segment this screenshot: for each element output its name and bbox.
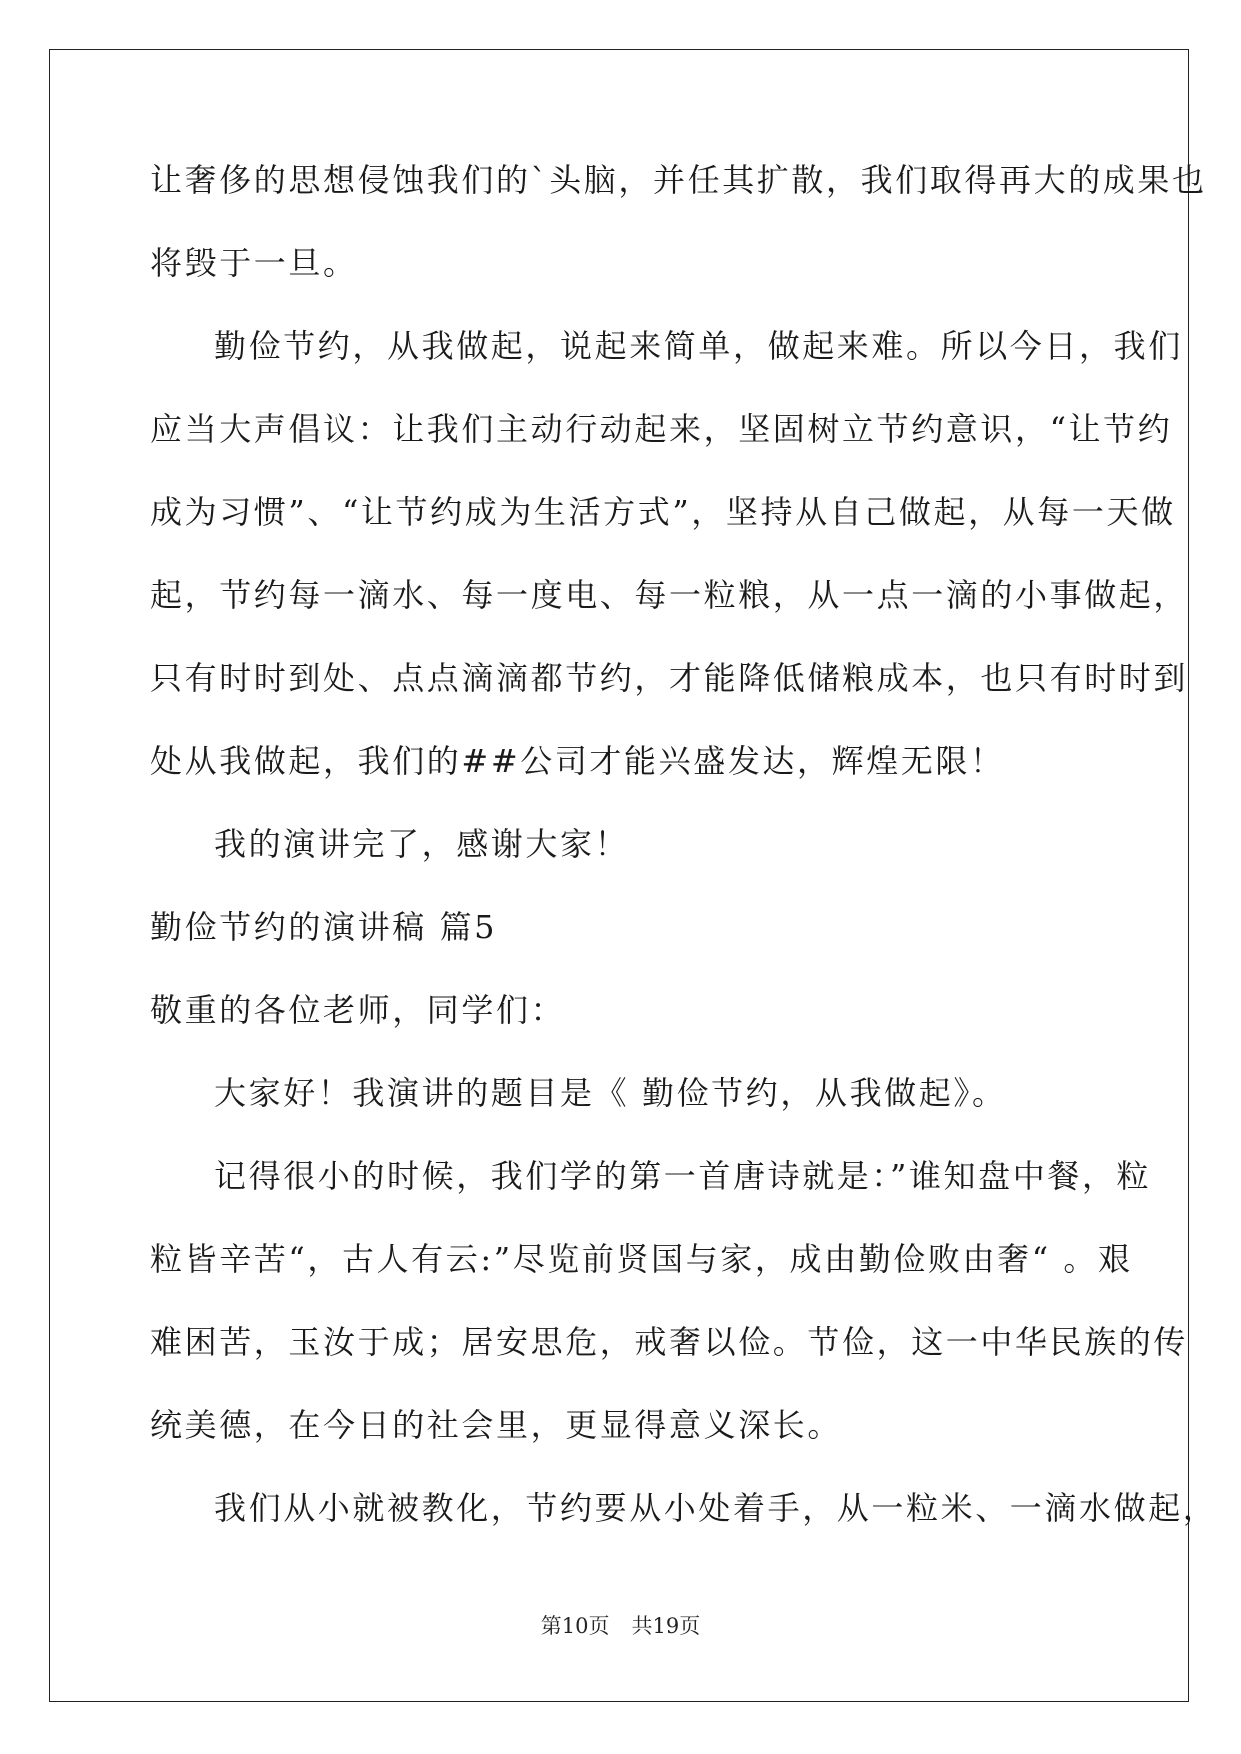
salutation: 敬重的各位老师，同学们： bbox=[150, 991, 566, 1029]
text-line: 将毁于一旦。 bbox=[150, 244, 358, 282]
page-total: 共19页 bbox=[631, 1614, 701, 1638]
text-line: 起，节约每一滴水、每一度电、每一粒粮，从一点一滴的小事做起， bbox=[150, 576, 1189, 614]
page-number: 第10页 bbox=[540, 1614, 610, 1638]
document-body bbox=[150, 160, 1218, 1571]
text-line: 让奢侈的思想侵蚀我们的`头脑，并任其扩散，我们取得再大的成果也 bbox=[150, 161, 1207, 199]
text-line: 统美德，在今日的社会里，更显得意义深长。 bbox=[150, 1406, 843, 1444]
text-line: 我的演讲完了，感谢大家！ bbox=[214, 825, 630, 863]
text-line: 勤俭节约，从我做起，说起来简单，做起来难。所以今日，我们 bbox=[214, 327, 1183, 365]
text-line: 只有时时到处、点点滴滴都节约，才能降低储粮成本，也只有时时到 bbox=[150, 659, 1189, 697]
text-line: 应当大声倡议：让我们主动行动起来，坚固树立节约意识，“让节约 bbox=[150, 410, 1173, 448]
text-line: 我们从小就被教化，节约要从小处着手，从一粒米、一滴水做起， bbox=[214, 1489, 1218, 1527]
text-line: 粒皆辛苦“，古人有云:”尽览前贤国与家，成由勤俭败由奢“ 。艰 bbox=[150, 1240, 1133, 1278]
text-line: 难困苦，玉汝于成；居安思危，戒奢以俭。节俭，这一中华民族的传 bbox=[150, 1323, 1189, 1361]
text-line: 处从我做起，我们的##公司才能兴盛发达，辉煌无限！ bbox=[150, 742, 1005, 780]
text-line: 成为习惯”、“让节约成为生活方式”，坚持从自己做起，从每一天做 bbox=[150, 493, 1176, 531]
text-line: 记得很小的时候，我们学的第一首唐诗就是：”谁知盘中餐，粒 bbox=[214, 1157, 1152, 1195]
page-footer bbox=[0, 1610, 1241, 1640]
section-heading: 勤俭节约的演讲稿 篇5 bbox=[150, 908, 498, 946]
text-line: 大家好！我演讲的题目是《 勤俭节约，从我做起》。 bbox=[214, 1074, 1007, 1112]
